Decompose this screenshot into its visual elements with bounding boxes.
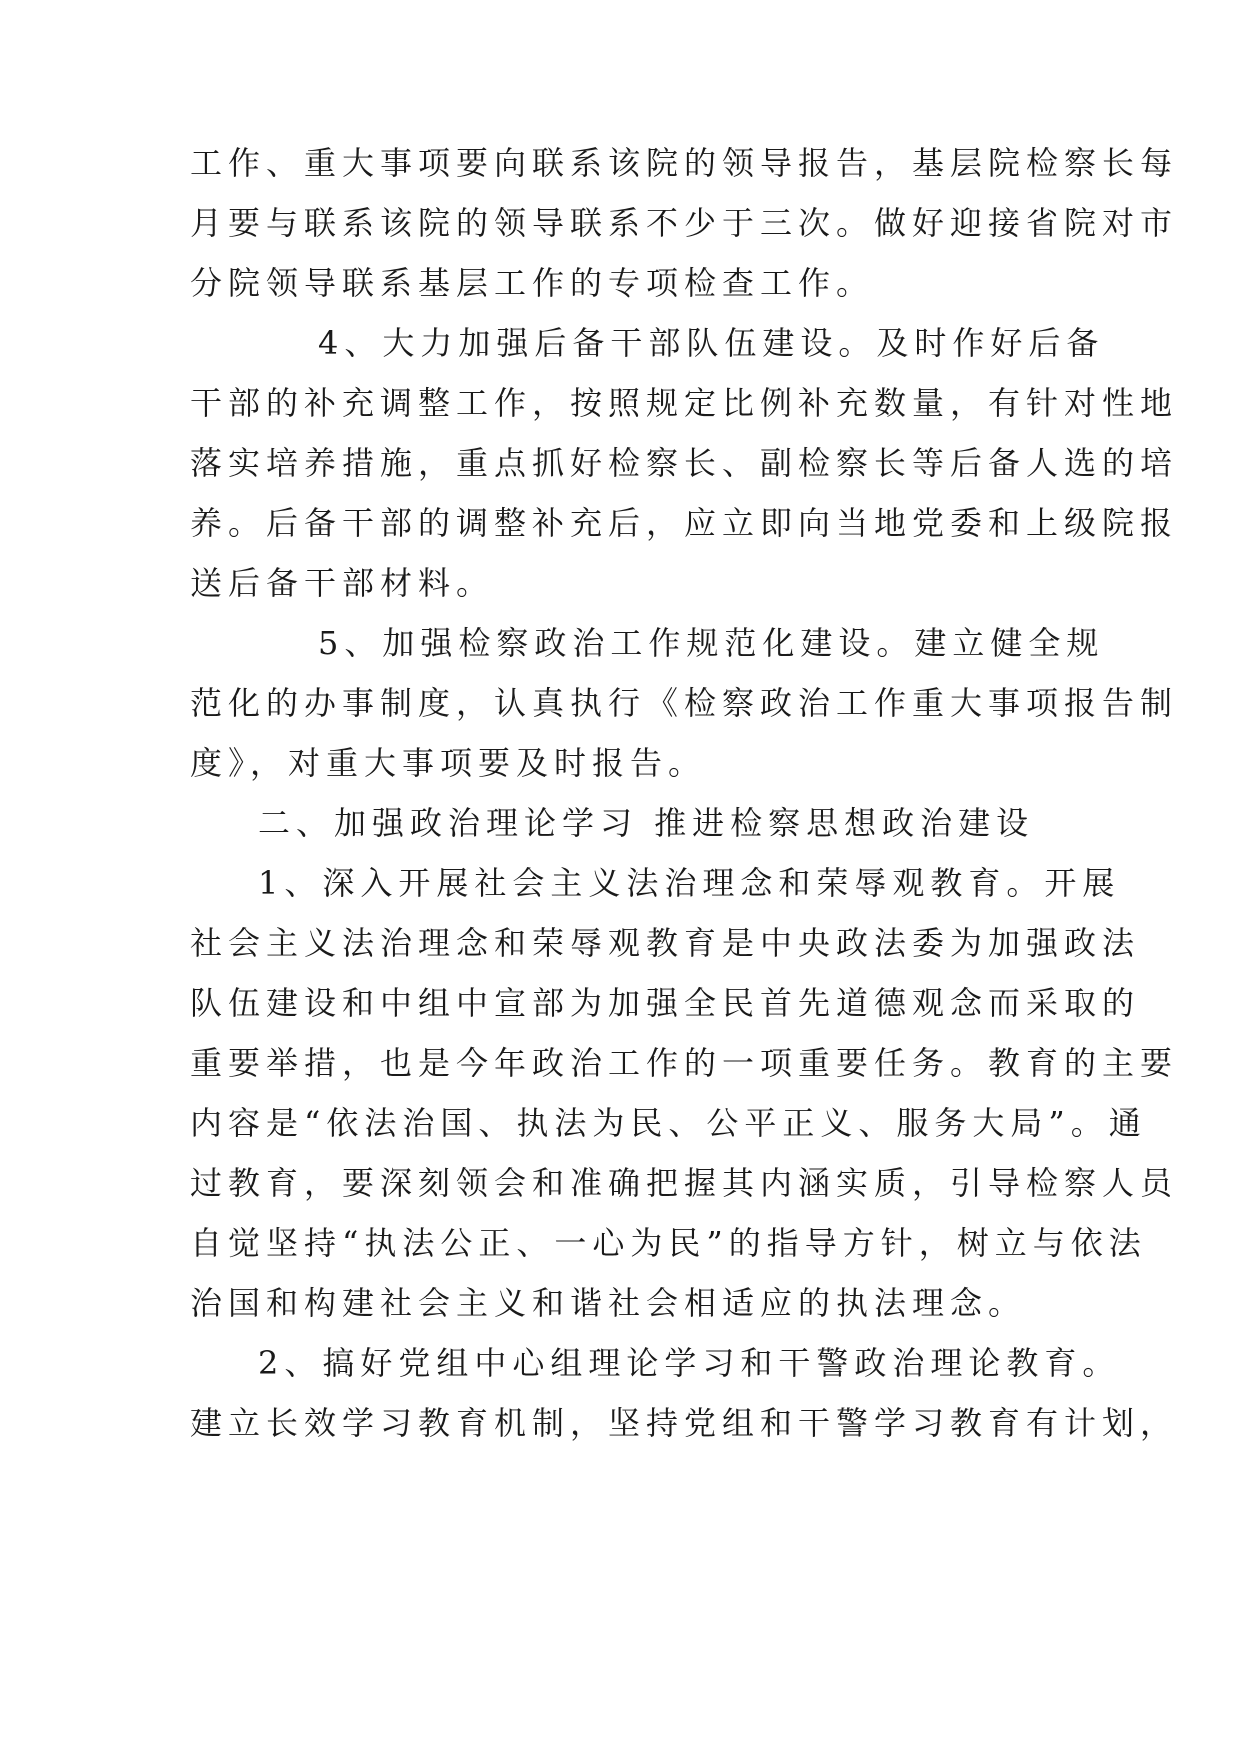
text-line: 4、大力加强后备干部队伍建设。及时作好后备 — [318, 324, 1105, 362]
text-line: 送后备干部材料。 — [190, 564, 495, 602]
text-line: 月要与联系该院的领导联系不少于三次。做好迎接省院对市 — [190, 204, 1179, 242]
text-line: 范化的办事制度，认真执行《检察政治工作重大事项报告制 — [190, 684, 1179, 722]
text-line: 治国和构建社会主义和谐社会相适应的执法理念。 — [190, 1284, 1027, 1322]
text-line: 建立长效学习教育机制，坚持党组和干警学习教育有计划， — [190, 1404, 1179, 1442]
text-line: 养。后备干部的调整补充后，应立即向当地党委和上级院报 — [190, 504, 1179, 542]
text-line: 工作、重大事项要向联系该院的领导报告，基层院检察长每 — [190, 144, 1179, 182]
section-heading: 二、加强政治理论学习 推进检察思想政治建设 — [258, 804, 1035, 842]
text-line: 分院领导联系基层工作的专项检查工作。 — [190, 264, 875, 302]
text-line: 2、搞好党组中心组理论学习和干警政治理论教育。 — [258, 1344, 1121, 1382]
text-line: 度》，对重大事项要及时报告。 — [190, 744, 707, 782]
text-line: 自觉坚持“执法公正、一心为民”的指导方针，树立与依法 — [190, 1224, 1147, 1262]
text-line: 落实培养措施，重点抓好检察长、副检察长等后备人选的培 — [190, 444, 1179, 482]
text-line: 1、深入开展社会主义法治理念和荣辱观教育。开展 — [258, 864, 1121, 902]
text-line: 社会主义法治理念和荣辱观教育是中央政法委为加强政法 — [190, 924, 1141, 962]
text-line: 队伍建设和中组中宣部为加强全民首先道德观念而采取的 — [190, 984, 1141, 1022]
text-line: 过教育，要深刻领会和准确把握其内涵实质，引导检察人员 — [190, 1164, 1179, 1202]
text-line: 内容是“依法治国、执法为民、公平正义、服务大局”。通 — [190, 1104, 1147, 1142]
text-line: 重要举措，也是今年政治工作的一项重要任务。教育的主要 — [190, 1044, 1179, 1082]
text-line: 5、加强检察政治工作规范化建设。建立健全规 — [318, 624, 1105, 662]
text-line: 干部的补充调整工作，按照规定比例补充数量，有针对性地 — [190, 384, 1179, 422]
